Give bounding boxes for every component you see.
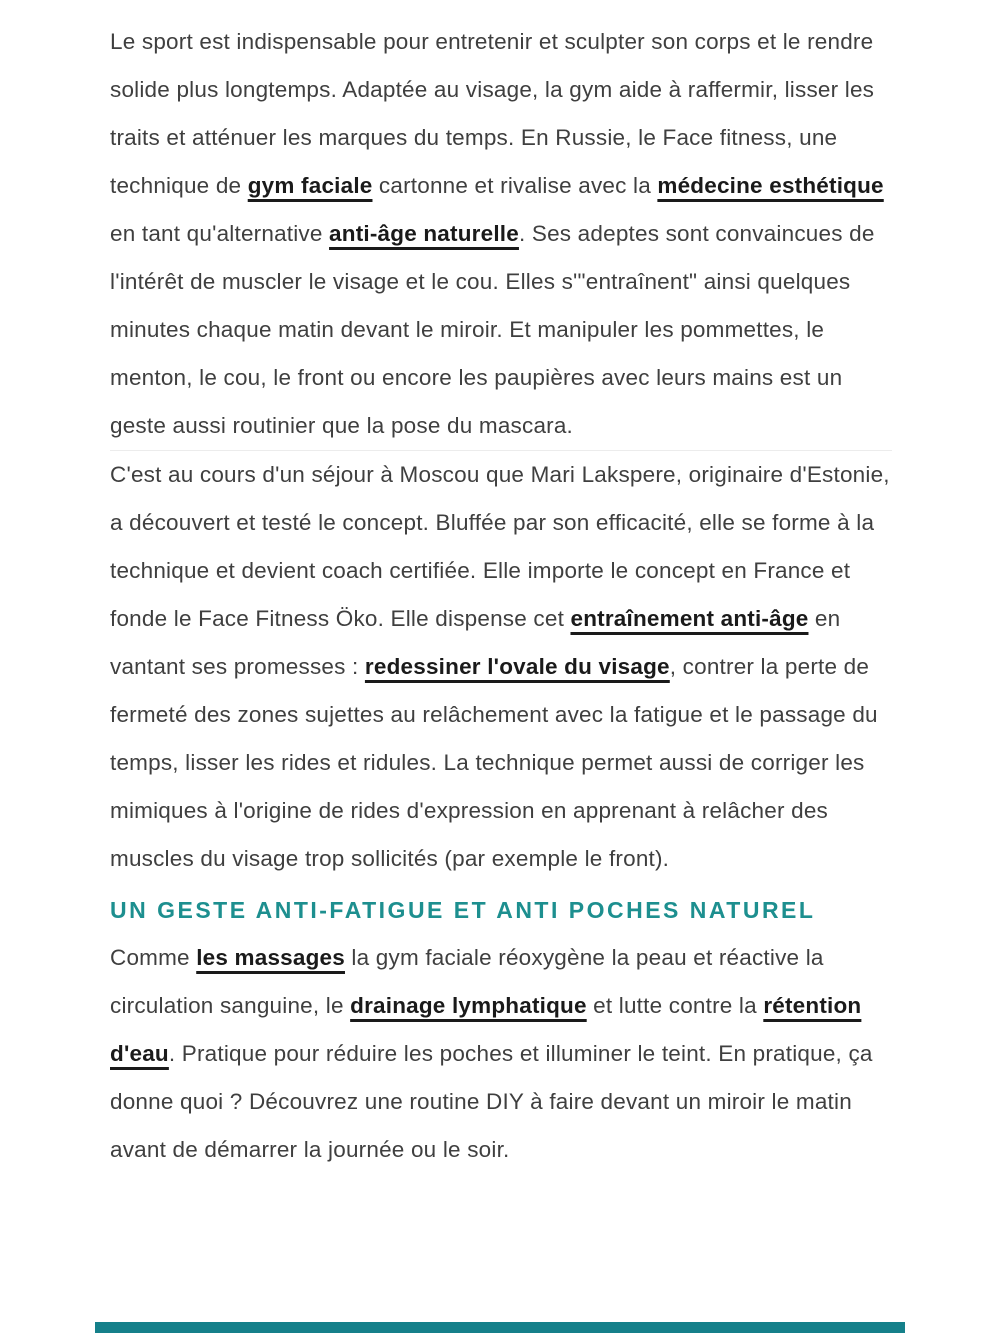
- article-paragraph: [110, 451, 892, 883]
- text-segment: et lutte contre la: [586, 993, 764, 1018]
- text-segment: . Pratique pour réduire les poches et illuminer le teint. En pratique, ça donne quoi ? Découvrez une routine DIY à faire devant un miroir le matin avant de démarrer la journée ou le soir.: [110, 1041, 873, 1162]
- text-segment: en tant qu'alternative: [110, 221, 330, 246]
- text-segment: C'est au cours d'un séjour à Moscou que Mari Lakspere, originaire d'Estonie, a découvert et testé le concept. Bluffée par son efficacité, elle se forme à la technique et devient coach certifiée. Elle importe le concept en France et fonde le Face Fitness Öko. Elle dispense cet: [110, 462, 890, 631]
- inline-link[interactable]: rétention d'eau: [110, 993, 862, 1066]
- text-segment: la gym faciale réoxygène la peau et réactive la circulation sanguine, le: [110, 945, 824, 1018]
- section-heading: UN GESTE ANTI-FATIGUE ET ANTI POCHES NATUREL: [110, 897, 816, 923]
- text-segment: . Ses adeptes sont convaincues de l'intérêt de muscler le visage et le cou. Elles s'"entraînent" ainsi quelques minutes chaque matin devant le miroir. Et manipuler les pommettes, le menton, le cou, le front ou encore les paupières avec leurs mains est un geste aussi routinier que la pose du mascara.: [110, 221, 875, 438]
- text-segment: Le sport est indispensable pour entretenir et sculpter son corps et le rendre solide plus longtemps. Adaptée au visage, la gym aide à raffermir, lisser les traits et atténuer les marques du temps. En Russie, le Face fitness, une technique de: [110, 29, 875, 198]
- inline-link[interactable]: anti-âge naturelle: [329, 221, 519, 246]
- inline-link[interactable]: redessiner l'ovale du visage: [364, 654, 670, 679]
- article-body: [110, 18, 892, 1174]
- inline-link[interactable]: drainage lymphatique: [350, 993, 587, 1018]
- inline-link[interactable]: entraînement anti-âge: [570, 606, 809, 631]
- article-paragraph: [110, 18, 892, 450]
- article-paragraph: [110, 934, 892, 1174]
- text-segment: en vantant ses promesses :: [110, 606, 841, 679]
- inline-link[interactable]: médecine esthétique: [657, 173, 884, 198]
- text-segment: Comme: [110, 945, 197, 970]
- text-segment: cartonne et rivalise avec la: [372, 173, 658, 198]
- inline-link[interactable]: les massages: [196, 945, 345, 970]
- bottom-teal-bar: [95, 1322, 905, 1333]
- text-segment: , contrer la perte de fermeté des zones sujettes au relâchement avec la fatigue et le passage du temps, lisser les rides et ridules. La technique permet aussi de corriger les mimiques à l'origine de rides d'expression en apprenant à relâcher des muscles du visage trop sollicités (par exemple le front).: [110, 654, 878, 871]
- inline-link[interactable]: gym faciale: [247, 173, 373, 198]
